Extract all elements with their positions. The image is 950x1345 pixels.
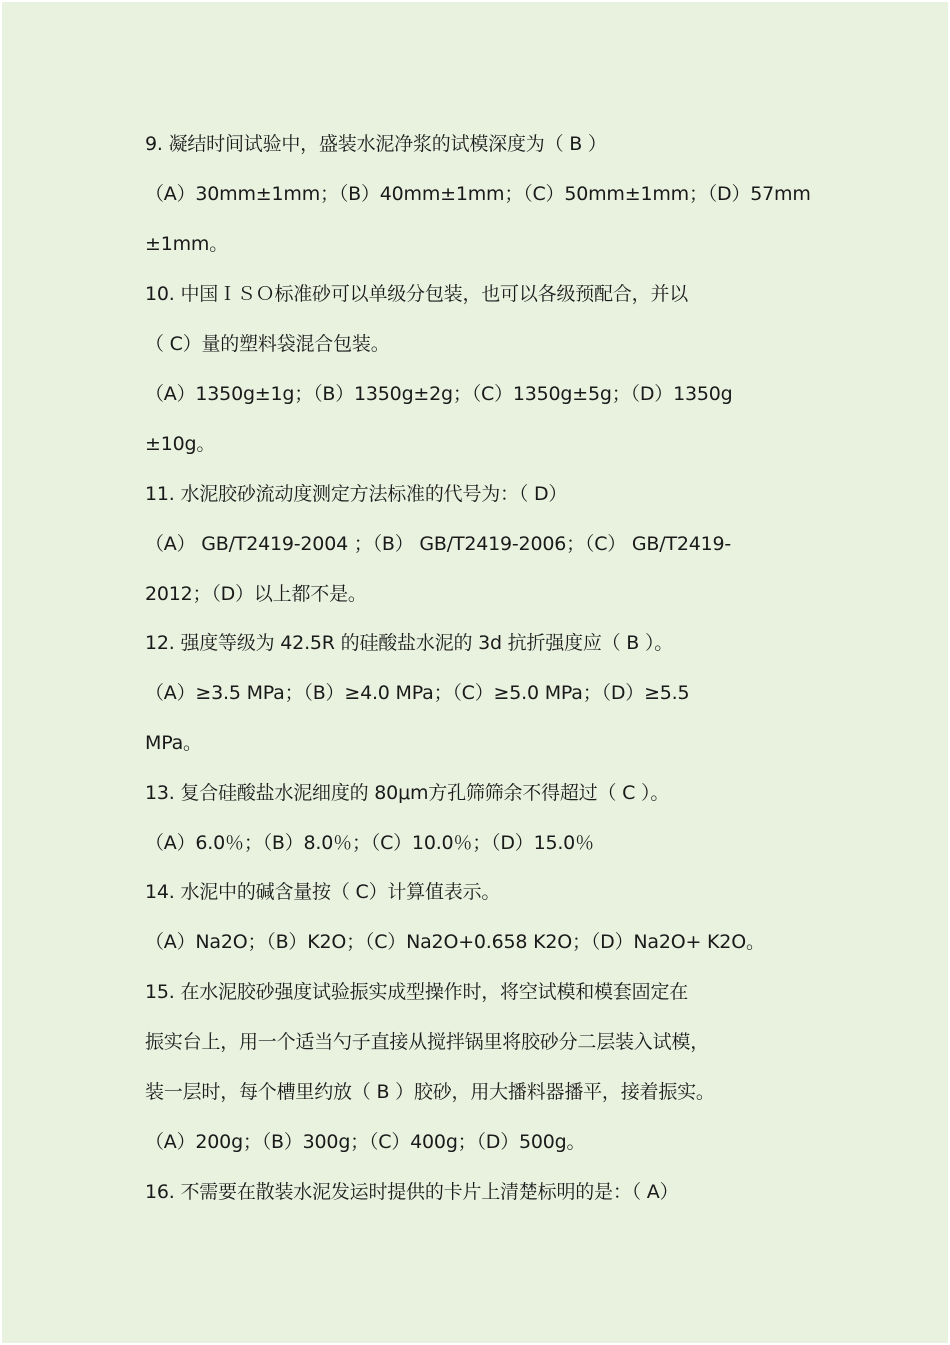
question-15-stem-cont-2: 装一层时，每个槽里约放（ B ）胶砂，用大播料器播平，接着振实。 bbox=[145, 1081, 715, 1103]
question-12-stem: 12. 强度等级为 42.5R 的硅酸盐水泥的 3d 抗折强度应（ B ）。 bbox=[145, 632, 674, 654]
question-12-options: （A）≥3.5 MPa；（B）≥4.0 MPa；（C）≥5.0 MPa；（D）≥5.5 bbox=[145, 682, 690, 704]
question-11-stem: 11. 水泥胶砂流动度测定方法标准的代号为：（ D） bbox=[145, 483, 568, 505]
question-9-options: （A）30mm±1mm；（B）40mm±1mm；（C）50mm±1mm；（D）57mm bbox=[145, 183, 811, 205]
question-10-options: （A）1350g±1g；（B）1350g±2g；（C）1350g±5g；（D）1350g bbox=[145, 383, 733, 405]
question-10-options-cont: ±10g。 bbox=[145, 433, 216, 455]
question-12-options-cont: MPa。 bbox=[145, 732, 202, 754]
question-13-options: （A）6.0％；（B）8.0％；（C）10.0％；（D）15.0％ bbox=[145, 832, 594, 854]
question-13-stem: 13. 复合硅酸盐水泥细度的 80μm方孔筛筛余不得超过（ C ）。 bbox=[145, 782, 670, 804]
question-14-stem: 14. 水泥中的碱含量按（ C）计算值表示。 bbox=[145, 881, 501, 903]
question-11-options-cont: 2012；（D）以上都不是。 bbox=[145, 583, 367, 605]
question-9-stem: 9. 凝结时间试验中，盛装水泥净浆的试模深度为（ B ） bbox=[145, 133, 607, 155]
question-10-stem-cont: （ C）量的塑料袋混合包装。 bbox=[145, 333, 390, 355]
document-page bbox=[2, 2, 948, 1343]
question-16-stem: 16. 不需要在散装水泥发运时提供的卡片上清楚标明的是：（ A） bbox=[145, 1181, 679, 1203]
question-10-stem: 10. 中国ＩＳＯ标准砂可以单级分包装，也可以各级预配合，并以 bbox=[145, 283, 689, 305]
question-9-options-cont: ±1mm。 bbox=[145, 233, 229, 255]
question-15-stem-cont-1: 振实台上，用一个适当勺子直接从搅拌锅里将胶砂分二层装入试模， bbox=[145, 1031, 710, 1053]
question-14-options: （A）Na2O；（B）K2O；（C）Na2O+0.658 K2O；（D）Na2O+ K2O。 bbox=[145, 931, 765, 953]
question-15-options: （A）200g；（B）300g；（C）400g；（D）500g。 bbox=[145, 1131, 586, 1153]
question-11-options: （A） GB/T2419-2004 ；（B） GB/T2419-2006；（C） GB/T2419- bbox=[145, 533, 732, 555]
question-15-stem: 15. 在水泥胶砂强度试验振实成型操作时，将空试模和模套固定在 bbox=[145, 981, 689, 1003]
